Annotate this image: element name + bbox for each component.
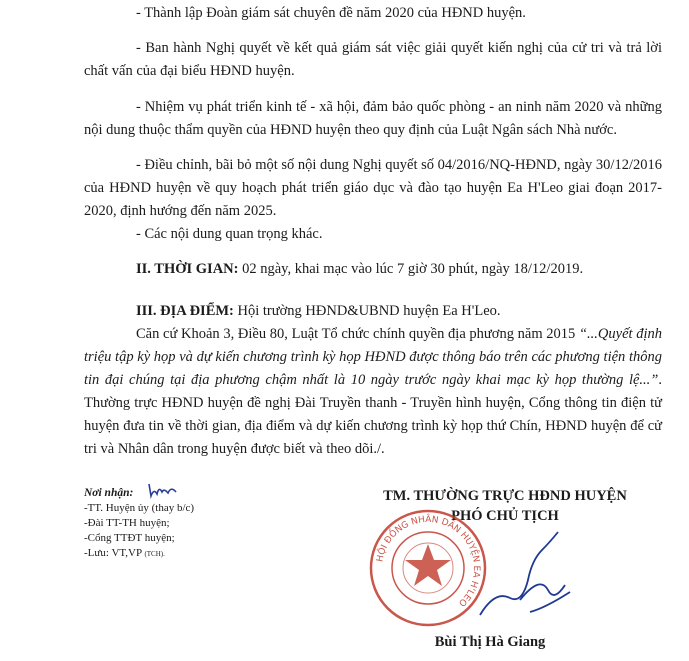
place-section xyxy=(84,300,662,323)
paragraph-item-3: - Nhiệm vụ phát triển kinh tế - xã hội, đảm bảo quốc phòng - an ninh năm 2020 và những nội dung thuộc thẩm quyền của HĐND huyện theo quy định của Luật Ngân sách Nhà nước. xyxy=(84,99,662,138)
paragraph-item-5: - Các nội dung quan trọng khác. xyxy=(136,226,323,242)
signature-org: TM. THƯỜNG TRỰC HĐND HUYỆN xyxy=(383,488,627,504)
recipients-title: Nơi nhận: xyxy=(84,487,134,499)
recipient-archive: -Lưu: VT,VP xyxy=(84,547,145,559)
recipient-item xyxy=(84,546,344,562)
archive-suffix: (TCH). xyxy=(144,550,165,558)
svg-text:HỘI ĐỒNG NHÂN DÂN HUYỆN EA H'L: HỘI ĐỒNG NHÂN DÂN HUYỆN EA H'LEO xyxy=(375,514,482,608)
place-text: Hội trường HĐND&UBND huyện Ea H'Leo. xyxy=(233,303,501,319)
handwritten-signature-icon xyxy=(470,520,590,630)
time-text: 02 ngày, khai mạc vào lúc 7 giờ 30 phút, ngày 18/12/2019. xyxy=(238,261,584,277)
recipient-item: -TT. Huyện ủy (thay b/c) xyxy=(84,502,195,514)
closing-end: . Thường trực HĐND huyện đề nghị Đài Truyền thanh - Truyền hình huyện, Cổng thông tin điện tử huyện đưa tin về thời gian, địa điểm và dự kiến chương trình kỳ họp thứ Chín, HĐND huyện để cử tri và Nhân dân trong huyện được biết và theo dõi./. xyxy=(84,372,662,457)
paragraph-item-1: - Thành lập Đoàn giám sát chuyên đề năm 2020 của HĐND huyện. xyxy=(136,5,526,21)
recipient-item: -Cổng TTĐT huyện; xyxy=(84,532,175,544)
recipients-block xyxy=(84,486,344,562)
closing-paragraph xyxy=(84,323,662,461)
place-heading: III. ĐỊA ĐIỂM: xyxy=(136,303,234,319)
closing-start: Căn cứ Khoản 3, Điều 80, Luật Tổ chức chính quyền địa phương năm 2015 xyxy=(136,326,579,342)
signer-name: Bùi Thị Hà Giang xyxy=(434,634,546,650)
paragraph-item-4: - Điều chỉnh, bãi bỏ một số nội dung Nghị quyết số 04/2016/NQ-HĐND, ngày 30/12/2016 của HĐND huyện về quy hoạch phát triển giáo dục và đào tạo huyện Ea H'Leo giai đoạn 2017-2020, định hướng đến năm 2025. xyxy=(84,157,662,219)
time-heading: II. THỜI GIAN: xyxy=(136,261,239,277)
time-section xyxy=(84,258,662,281)
handwritten-initial-icon xyxy=(146,480,186,500)
law-quote: “...Quyết định triệu tập kỳ họp và dự kiến chương trình kỳ họp HĐND được thông báo trên các phương tiện thông tin đại chúng tại địa phương chậm nhất là 10 ngày trước ngày khai mạc kỳ họp thường lệ...” xyxy=(84,326,663,388)
paragraph-item-2: - Ban hành Nghị quyết về kết quả giám sát việc giải quyết kiến nghị của cử tri và trả lời chất vấn của đại biểu HĐND huyện. xyxy=(84,40,662,79)
recipient-item: -Đài TT-TH huyện; xyxy=(84,517,170,529)
signature-role: PHÓ CHỦ TỊCH xyxy=(451,508,559,524)
